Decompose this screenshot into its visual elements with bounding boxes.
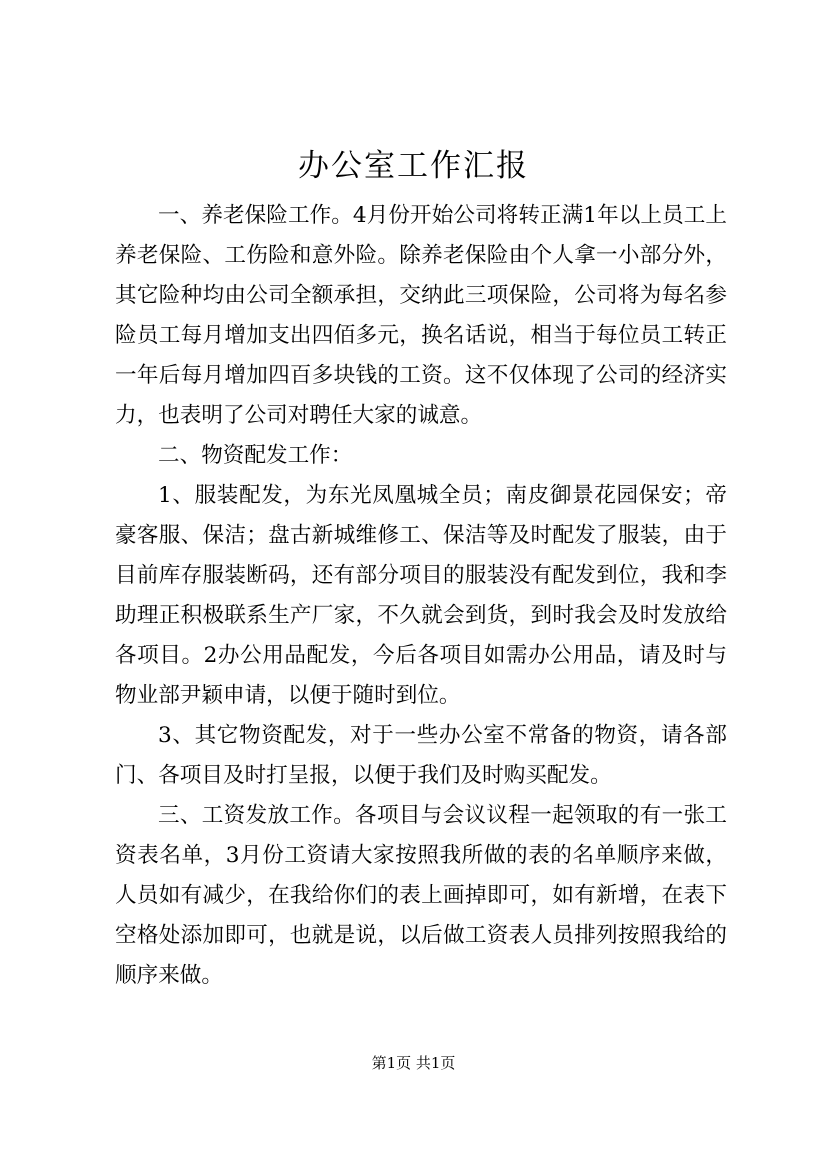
page-footer: 第1页 共1页 bbox=[371, 1054, 456, 1072]
paragraph-other-supplies: 3、其它物资配发，对于一些办公室不常备的物资，请各部门、各项目及时打呈报，以便于我们及时购买配发。 bbox=[115, 723, 727, 788]
paragraph-uniform-distribution: 1、服装配发，为东光凤凰城全员；南皮御景花园保安；帝豪客服、保洁；盘古新城维修工、保洁等及时配发了服装，由于目前库存服装断码，还有部分项目的服装没有配发到位，我和李助理正积极联系生产厂家，不久就会到货，到时我会及时发放给各项目。2办公用品配发，今后各项目如需办公用品，请及时与物业部尹颖申请，以便于随时到位。 bbox=[115, 483, 727, 708]
document-title: 办公室工作汇报 bbox=[298, 148, 529, 184]
paragraph-pension-insurance: 一、养老保险工作。4月份开始公司将转正满1年以上员工上养老保险、工伤险和意外险。除养老保险由个人拿一小部分外，其它险种均由公司全额承担，交纳此三项保险，公司将为每名参险员工每月增加支出四佰多元，换名话说，相当于每位员工转正一年后每月增加四百多块钱的工资。这不仅体现了公司的经济实力，也表明了公司对聘任大家的诚意。 bbox=[115, 203, 727, 428]
paragraph-supplies-heading: 二、物资配发工作： bbox=[158, 443, 353, 468]
paragraph-payroll: 三、工资发放工作。各项目与会议议程一起领取的有一张工资表名单，3月份工资请大家按照我所做的表的名单顺序来做，人员如有减少，在我给你们的表上画掉即可，如有新增，在表下空格处添加即可，也就是说，以后做工资表人员排列按照我给的顺序来做。 bbox=[115, 803, 727, 988]
document-body bbox=[115, 196, 727, 996]
